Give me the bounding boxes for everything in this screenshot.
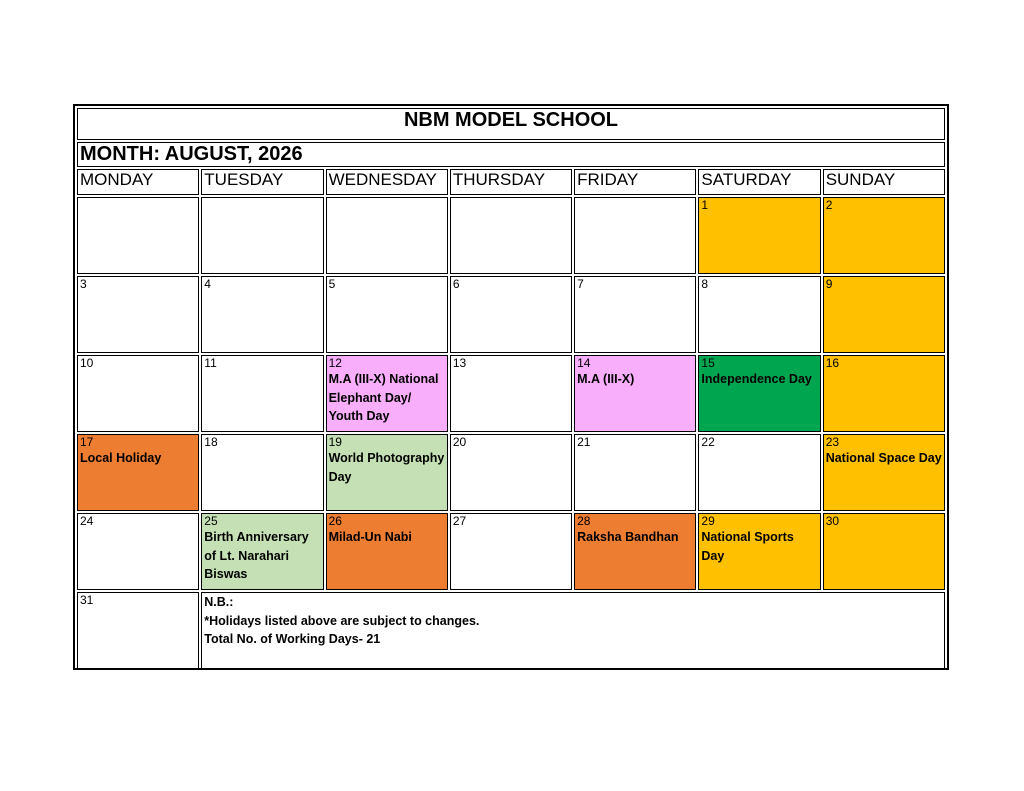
day-number: 22 [701,435,715,449]
event-label: M.A (III-X) [577,372,635,386]
event-label: M.A (III-X) National Elephant Day/ Youth Day [328,372,439,423]
week-row [77,197,945,274]
day-number: 17 [80,435,94,449]
day-number: 1 [701,198,709,212]
day-cell-empty [201,197,323,274]
day-number: 6 [452,277,460,291]
calendar-table [75,106,947,671]
week-row [77,434,945,511]
day-number: 9 [825,277,833,291]
day-cell-8 [698,276,820,353]
day-cell-empty [450,197,572,274]
weekday-saturday: SATURDAY [698,169,820,195]
weekday-tuesday: TUESDAY [201,169,323,195]
day-cell-28 [574,513,696,590]
weekday-monday: MONDAY [77,169,199,195]
day-number: 7 [577,277,584,291]
event-label: Independence Day [701,372,812,386]
day-number: 20 [452,435,467,449]
day-number: 10 [80,356,94,370]
day-cell-25 [201,513,323,590]
month-label: MONTH: AUGUST, 2026 [77,142,945,167]
notes-cell [201,592,945,669]
day-number: 12 [328,356,342,370]
day-cell-13 [450,355,572,432]
day-cell-14 [574,355,696,432]
day-cell-27 [450,513,572,590]
day-cell-11 [201,355,323,432]
day-cell-2 [823,197,945,274]
day-cell-10 [77,355,199,432]
day-number: 30 [825,514,840,528]
day-number: 8 [701,277,709,291]
day-cell-4 [201,276,323,353]
week-row [77,276,945,353]
day-cell-26 [326,513,448,590]
week-row [77,355,945,432]
day-cell-18 [201,434,323,511]
day-number: 21 [577,435,591,449]
day-number: 2 [825,198,833,212]
day-number: 4 [204,277,211,291]
event-label: Local Holiday [80,451,162,465]
event-label: Birth Anniversary of Lt. Narahari Biswas [204,530,309,581]
day-number: 27 [452,514,467,528]
week-row [77,592,945,669]
day-cell-16 [823,355,945,432]
notes-line-1: *Holidays listed above are subject to changes. [204,613,480,628]
day-number: 26 [328,514,342,528]
day-number: 15 [701,356,715,370]
day-cell-7 [574,276,696,353]
weekday-header-row [77,169,945,195]
day-number: 18 [204,435,218,449]
day-cell-6 [450,276,572,353]
day-cell-3 [77,276,199,353]
event-label: National Space Day [825,451,942,465]
day-cell-5 [326,276,448,353]
event-label: Raksha Bandhan [577,530,679,544]
notes-title: N.B.: [204,595,234,609]
day-number: 13 [452,356,467,370]
day-cell-15 [698,355,820,432]
day-number: 29 [701,514,715,528]
day-number: 19 [328,435,342,449]
event-label: World Photography Day [328,451,445,484]
day-cell-17 [77,434,199,511]
day-cell-22 [698,434,820,511]
day-number: 31 [80,593,94,607]
day-cell-23 [823,434,945,511]
day-cell-empty [77,197,199,274]
day-number: 16 [825,356,840,370]
day-cell-21 [574,434,696,511]
day-cell-29 [698,513,820,590]
day-cell-24 [77,513,199,590]
day-cell-9 [823,276,945,353]
day-cell-19 [326,434,448,511]
school-title: NBM MODEL SCHOOL [77,108,945,140]
weekday-thursday: THURSDAY [450,169,572,195]
day-cell-31 [77,592,199,669]
day-cell-empty [574,197,696,274]
weekday-sunday: SUNDAY [823,169,945,195]
notes-line-2: Total No. of Working Days- 21 [204,632,381,646]
calendar-sheet [73,104,949,670]
weekday-wednesday: WEDNESDAY [326,169,448,195]
day-cell-12 [326,355,448,432]
day-number: 14 [577,356,591,370]
day-number: 25 [204,514,218,528]
event-label: National Sports Day [701,530,794,563]
day-number: 3 [80,277,87,291]
week-row [77,513,945,590]
day-cell-30 [823,513,945,590]
event-label: Milad-Un Nabi [328,530,412,544]
day-cell-20 [450,434,572,511]
day-cell-1 [698,197,820,274]
day-cell-empty [326,197,448,274]
day-number: 23 [825,435,840,449]
day-number: 11 [204,356,217,370]
day-number: 28 [577,514,591,528]
day-number: 5 [328,277,336,291]
day-number: 24 [80,514,94,528]
weekday-friday: FRIDAY [574,169,696,195]
